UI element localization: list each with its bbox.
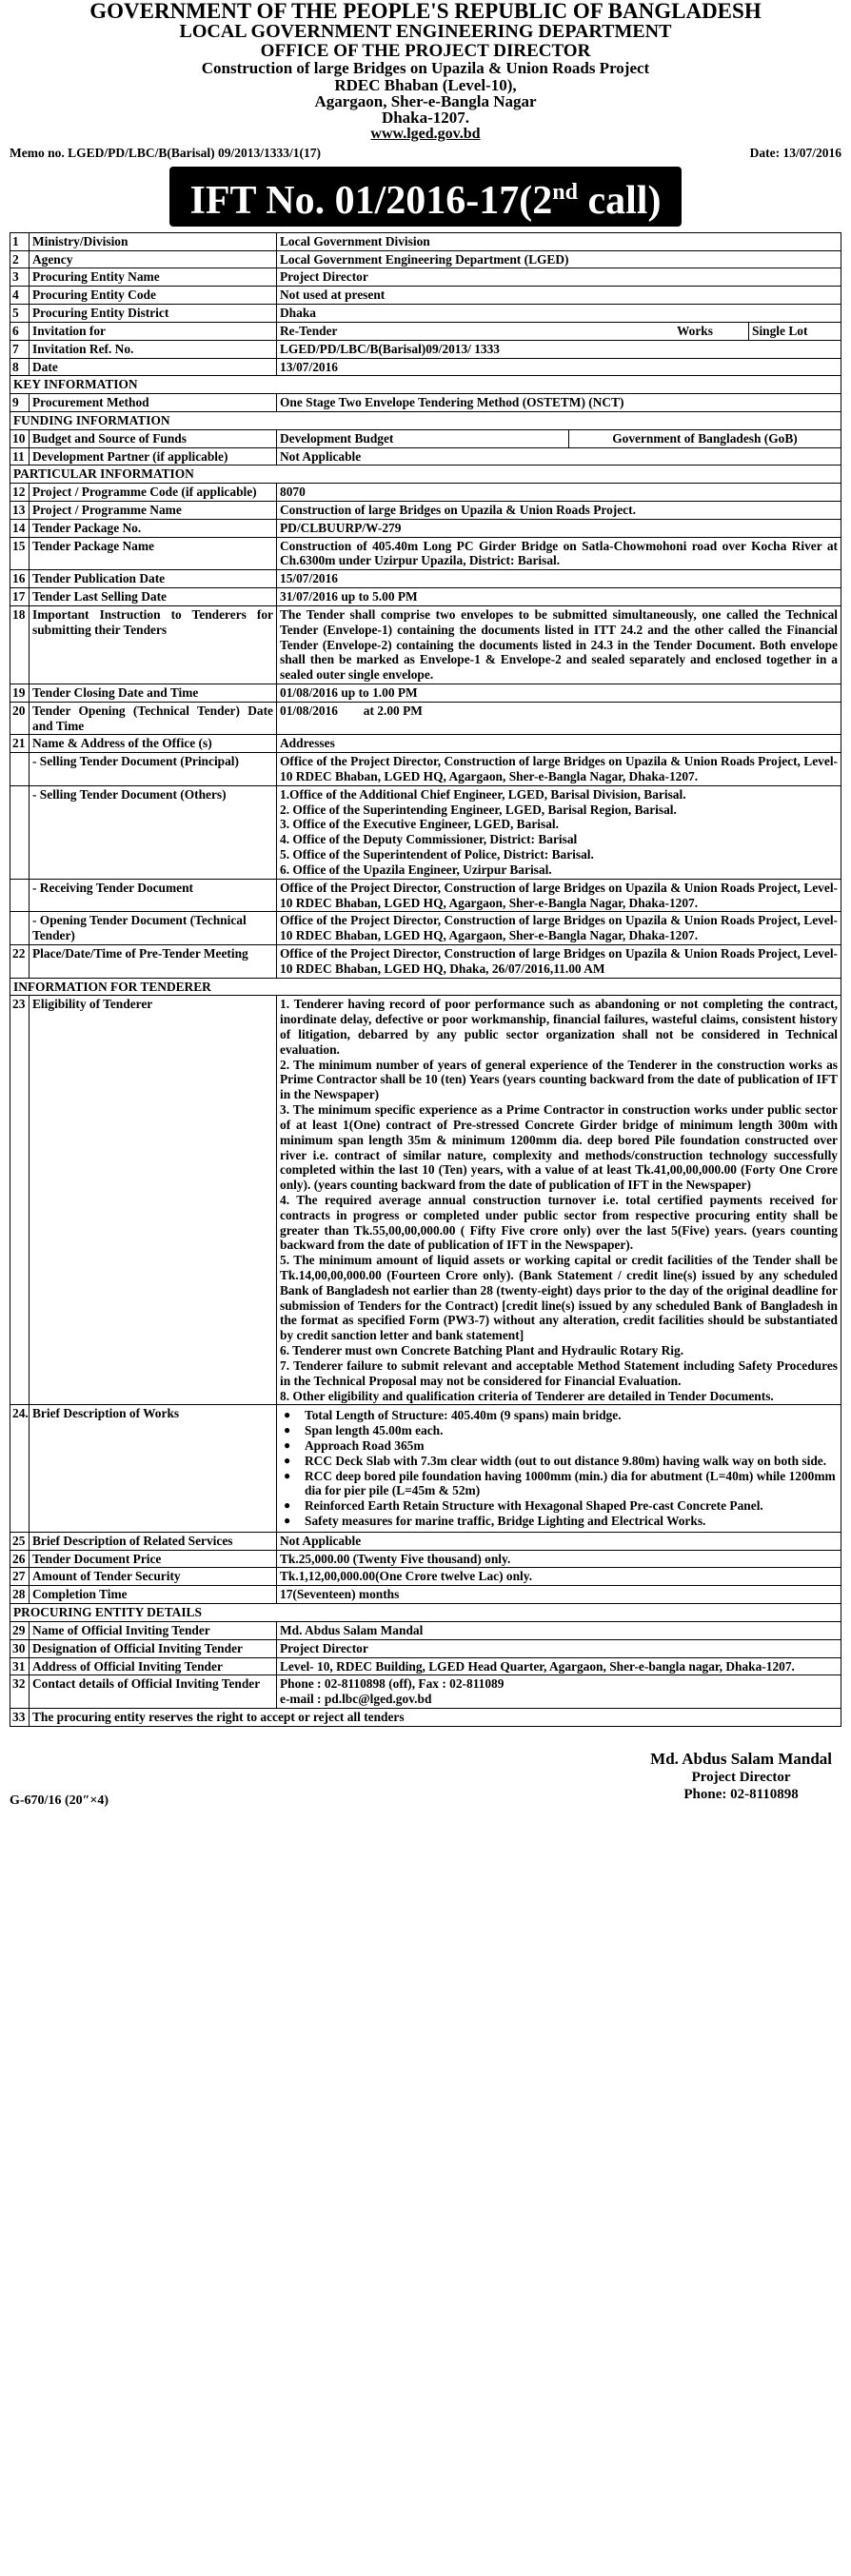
table-row: 22 Place/Date/Time of Pre-Tender Meeting Office of the Project Director, Construction of large Bridges on Upazila & Union Roads Project, Level-10 RDEC Bhaban, LGED HQ, Dhaka, 26/07/2016,11.00 AM: [10, 944, 841, 978]
list-item: 6. Office of the Upazila Engineer, Uzirpur Barisal.: [280, 862, 552, 877]
ift-banner: [169, 167, 683, 227]
table-row: - Receiving Tender Document Office of the Project Director, Construction of large Bridges on Upazila & Union Roads Project, Level-10 RDEC Bhaban, LGED HQ, Agargaon, Sher-e-Bangla Nagar, Dhaka-1207.: [10, 879, 841, 912]
list-item: 4. Office of the Deputy Commissioner, District: Barisal: [280, 832, 578, 847]
list-item: 1.Office of the Additional Chief Engineer, LGED, Barisal Division, Barisal.: [280, 786, 686, 802]
table-row: 10 Budget and Source of Funds Development Budget Government of Bangladesh (GoB): [10, 429, 841, 447]
table-row: 19 Tender Closing Date and Time 01/08/2016 up to 1.00 PM: [10, 684, 841, 702]
works-label: Works: [677, 323, 713, 338]
contact-phone: Phone : 02-8110898 (off), Fax : 02-811089: [280, 1676, 505, 1692]
table-row: 23 Eligibility of Tenderer 1. Tenderer having record of poor performance such as abandoning or not completing the contract, inordinate delay, defective or poor workmanship, financial failures, wasteful claims, consistent history of litigation, debarred by any public sector organization shall not be considered in Technical evaluation. 2. The minimum number of years of general experience of the Tenderer in the construction works as Prime Contractor shall be 10 (ten) Years (years counting backward from the date of publication of IFT in the Newspaper) 3. The minimum specific experience as a Prime Contractor in construction works under public sector of at least 1(One) contract of Pre-stressed Concrete Girder bridge of minimum length 300m with minimum span length 35m & minimum 1200mm dia. deep bored Pile foundation constructed over river i.e. contract of similar nature, complexity and methods/construction technology successfully completed within the last 10 (Ten) years, with a value of at least Tk.41,00,00,000.00 (Forty One Crore only). (years counting backward from the date of publication of IFT in the Newspaper) 4. The required average annual construction turnover i.e. total certified payments received for contracts in progress or completed under public sector from respective procuring entity shall be greater than Tk.55,00,00,000.00 ( Fifty Five crore only) over the last 5(Five) years. (years counting backward from the date of publication of IFT in the Newspaper). 5. The minimum amount of liquid assets or working capital or credit facilities of the Tender shall be Tk.14,00,00,000.00 (Fourteen Crore only). (Bank Statement / credit line(s) issued by any scheduled Bank of Bangladesh not earlier than 28 (twenty-eight) days prior to the day of the original deadline for submission of Tenders for the Contract) [credit line(s) issued by any scheduled Bank of Bangladesh in the format as specified Form (PW3-7) without any alteration, credit facilities should be substantiated by credit sanction letter and bank statement] 6. Tenderer must own Concrete Batching Plant and Hydraulic Rotary Rig. 7. Tenderer failure to submit relevant and acceptable Method Statement including Safety Procedures in the Technical Proposal may not be considered for Financial Evaluation. 8. Other eligibility and qualification criteria of Tenderer are detailed in Tender Documents.: [10, 996, 841, 1405]
table-row: 16 Tender Publication Date 15/07/2016: [10, 570, 841, 588]
list-item: 1. Tenderer having record of poor performance such as abandoning or not completing the contract, inordinate delay, defective or poor workmanship, financial failures, wasteful claims, consistent history of litigation, debarred by any public sector organization shall not be considered in Technical evaluation.: [280, 997, 838, 1057]
table-row: 26 Tender Document Price Tk.25,000.00 (Twenty Five thousand) only.: [10, 1550, 841, 1568]
ift-suffix: call): [577, 178, 662, 223]
signer-phone: Phone: 02-8110898: [683, 1787, 799, 1803]
selling-offices-list: [277, 785, 841, 879]
table-row: 3 Procuring Entity Name Project Director: [10, 268, 841, 287]
table-row: 2 Agency Local Government Engineering Department (LGED): [10, 250, 841, 268]
table-row: 24. Brief Description of Works ● Total Length of Structure: 405.40m (9 spans) main bridge. ● Span length 45.00m each. ● Approach Road 365m ● RCC Deck Slab with 7.3m clear width (out to out distance 9.80m) having walk way on both side. ● RCC deep bored pile foundation having 1000mm (min.) dia for abutment (L=40m) while 1200mm dia for pier pile (L=45m & 52m) ● Reinforced Earth Retain Structure with Hexagonal Shaped Pre-cast Concrete Panel. ● Safety measures for marine traffic, Bridge Lighting and Electrical Works.: [10, 1405, 841, 1533]
table-row: 20 Tender Opening (Technical Tender) Date and Time 01/08/2016 at 2.00 PM: [10, 702, 841, 735]
section-heading: PROCURING ENTITY DETAILS: [10, 1604, 841, 1622]
list-item: ● RCC deep bored pile foundation having 1000mm (min.) dia for abutment (L=40m) while 1200mm dia for pier pile (L=45m & 52m): [305, 1469, 838, 1499]
table-row: 7 Invitation Ref. No. LGED/PD/LBC/B(Barisal)09/2013/ 1333: [10, 340, 841, 358]
table-row: 11 Development Partner (if applicable) Not Applicable: [10, 447, 841, 466]
section-heading: KEY INFORMATION: [10, 376, 841, 394]
signer-name: Md. Abdus Salam Mandal: [650, 1749, 832, 1768]
list-item: ● Reinforced Earth Retain Structure with Hexagonal Shaped Pre-cast Concrete Panel.: [305, 1498, 838, 1514]
table-row: 32 Contact details of Official Inviting Tender Phone : 02-8110898 (off), Fax : 02-811089 e-mail : pd.lbc@lged.gov.bd: [10, 1675, 841, 1709]
letterhead: [10, 0, 841, 142]
office-title: OFFICE OF THE PROJECT DIRECTOR: [260, 40, 591, 61]
list-item: 4. The required average annual construction turnover i.e. total certified payments received for contracts in progress or completed under public sector from respective procuring entity shall be greater than Tk.55,00,00,000.00 ( Fifty Five crore only) over the last 5(Five) years. (years counting backward from the date of publication of IFT in the Newspaper).: [280, 1192, 838, 1253]
section-heading: FUNDING INFORMATION: [10, 411, 841, 429]
section-heading: INFORMATION FOR TENDERER: [10, 978, 841, 996]
works-description: [277, 1405, 841, 1533]
list-item: 8. Other eligibility and qualification criteria of Tenderer are detailed in Tender Documents.: [280, 1388, 774, 1403]
table-row: 25 Brief Description of Related Services Not Applicable: [10, 1532, 841, 1550]
signature-block: [650, 1750, 832, 1803]
print-code: G-670/16 (20″×4): [10, 1793, 109, 1808]
table-row: 21 Name & Address of the Office (s) Addresses: [10, 735, 841, 753]
memo-line: [10, 146, 841, 161]
budget-type: Development Budget: [280, 430, 394, 446]
table-row: 8 Date 13/07/2016: [10, 358, 841, 376]
department-title: LOCAL GOVERNMENT ENGINEERING DEPARTMENT: [179, 21, 672, 43]
tender-notice: [10, 0, 841, 1826]
list-item: ● Approach Road 365m: [305, 1438, 838, 1454]
list-item: ● Total Length of Structure: 405.40m (9 spans) main bridge.: [305, 1408, 838, 1423]
section-heading: PARTICULAR INFORMATION: [10, 466, 841, 484]
table-row: - Selling Tender Document (Others) 1.Office of the Additional Chief Engineer, LGED, Barisal Division, Barisal. 2. Office of the Superintending Engineer, LGED, Barisal Region, Barisal. 3. Office of the Executive Engineer, LGED, Barisal. 4. Office of the Deputy Commissioner, District: Barisal 5. Office of the Superintendent of Police, District: Barisal. 6. Office of the Upazila Engineer, Uzirpur Barisal.: [10, 785, 841, 879]
table-row: 12 Project / Programme Code (if applicable) 8070: [10, 484, 841, 502]
list-item: 3. Office of the Executive Engineer, LGED, Barisal.: [280, 817, 559, 832]
table-row: 15 Tender Package Name Construction of 405.40m Long PC Girder Bridge on Satla-Chowmohoni road over Kocha River at Ch.6300m under Uzirpur Upazila, District: Barisal.: [10, 537, 841, 570]
address-line-2: Agargaon, Sher-e-Bangla Nagar: [314, 91, 537, 110]
list-item: 6. Tenderer must own Concrete Batching Plant and Hydraulic Rotary Rig.: [280, 1343, 684, 1358]
table-row: - Opening Tender Document (Technical Tender) Office of the Project Director, Construction of large Bridges on Upazila & Union Roads Project, Level-10 RDEC Bhaban, LGED HQ, Agargaon, Sher-e-Bangla Nagar, Dhaka-1207.: [10, 912, 841, 945]
list-item: 2. Office of the Superintending Engineer, LGED, Barisal Region, Barisal.: [280, 802, 677, 817]
table-row: 1 Ministry/Division Local Government Division: [10, 232, 841, 250]
table-row: - Selling Tender Document (Principal) Office of the Project Director, Construction of large Bridges on Upazila & Union Roads Project, Level-10 RDEC Bhaban, LGED HQ, Agargaon, Sher-e-Bangla Nagar, Dhaka-1207.: [10, 753, 841, 786]
contact-email[interactable]: e-mail : pd.lbc@lged.gov.bd: [280, 1692, 432, 1707]
ift-title: IFT No. 01/2016-17(2: [189, 178, 553, 223]
table-row: 17 Tender Last Selling Date 31/07/2016 up to 5.00 PM: [10, 588, 841, 606]
signer-title: Project Director: [691, 1770, 791, 1786]
list-item: ● Safety measures for marine traffic, Bridge Lighting and Electrical Works.: [305, 1514, 838, 1529]
table-row: 18 Important Instruction to Tenderers for submitting their Tenders The Tender shall comprise two envelopes to be submitted simultaneously, one called the Technical Tender (Envelope-1) containing the documents listed in ITT 24.2 and the other called the Financial Tender (Envelope-2) containing the documents listed in 24.3 in the Tender Document. Both envelope shall then be marked as Envelope-1 & Envelope-2 and sealed separately and enclosed together in a sealed outer single envelope.: [10, 605, 841, 684]
table-row: 13 Project / Programme Name Construction of large Bridges on Upazila & Union Roads Project.: [10, 502, 841, 520]
memo-number: Memo no. LGED/PD/LBC/B(Barisal) 09/2013/1333/1(17): [10, 145, 321, 160]
list-item: ● RCC Deck Slab with 7.3m clear width (out to out distance 9.80m) having walk way on both side.: [305, 1454, 838, 1469]
list-item: 7. Tenderer failure to submit relevant and acceptable Method Statement including Safety Procedures in the Technical Proposal may not be considered for Financial Evaluation.: [280, 1357, 838, 1388]
table-row: 9 Procurement Method One Stage Two Envelope Tendering Method (OSTETM) (NCT): [10, 394, 841, 412]
tender-table: [10, 232, 841, 1727]
table-row: 28 Completion Time 17(Seventeen) months: [10, 1586, 841, 1604]
table-row: 31 Address of Official Inviting Tender Level- 10, RDEC Building, LGED Head Quarter, Agargaon, Sher-e-bangla nagar, Dhaka-1207.: [10, 1657, 841, 1675]
table-row: 6 Invitation for Re-Tender Works Single Lot: [10, 322, 841, 340]
invitation-type: Re-Tender: [280, 323, 338, 338]
list-item: 2. The minimum number of years of general experience of the Tenderer in the construction works as Prime Contractor shall be 10 (ten) Years (years counting backward from the date of publication of IFT in the Newspaper): [280, 1057, 838, 1102]
government-title: GOVERNMENT OF THE PEOPLE'S REPUBLIC OF BANGLADESH: [89, 0, 762, 23]
table-row: 5 Procuring Entity District Dhaka: [10, 305, 841, 323]
table-row: 30 Designation of Official Inviting Tender Project Director: [10, 1639, 841, 1657]
list-item: 3. The minimum specific experience as a Prime Contractor in construction works under public sector of at least 1(One) contract of Pre-stressed Concrete Girder bridge of minimum length 300m with minimum span length 35m & minimum 1200mm dia. deep bored Pile foundation constructed over river i.e. contract of similar nature, complexity and methods/construction technology successfully completed within the last 10 (Ten) years, with a value of at least Tk.41,00,00,000.00 (Forty One Crore only). (years counting backward from the date of publication of IFT in the Newspaper): [280, 1102, 838, 1193]
ift-superscript: nd: [552, 179, 578, 205]
address-line-3: Dhaka-1207.: [381, 109, 470, 128]
project-title: Construction of large Bridges on Upazila & Union Roads Project: [201, 59, 650, 78]
table-row: 29 Name of Official Inviting Tender Md. Abdus Salam Mandal: [10, 1621, 841, 1639]
table-row: 27 Amount of Tender Security Tk.1,12,00,000.00(One Crore twelve Lac) only.: [10, 1568, 841, 1586]
footer: [10, 1750, 841, 1826]
address-line-1: RDEC Bhaban (Level-10),: [334, 75, 517, 94]
fund-source: Government of Bangladesh (GoB): [568, 430, 841, 447]
list-item: ● Span length 45.00m each.: [305, 1423, 838, 1438]
list-item: 5. Office of the Superintendent of Police, District: Barisal.: [280, 847, 594, 862]
memo-date: Date: 13/07/2016: [749, 145, 841, 160]
lot-label: Single Lot: [748, 323, 841, 340]
website-link[interactable]: www.lged.gov.bd: [370, 125, 481, 142]
table-row: 4 Procuring Entity Code Not used at present: [10, 287, 841, 305]
table-row: 33 The procuring entity reserves the right to accept or reject all tenders: [10, 1708, 841, 1726]
eligibility-list: [277, 996, 841, 1405]
list-item: 5. The minimum amount of liquid assets or working capital or credit facilities of the Tender shall be Tk.14,00,00,000.00 (Fourteen Crore only). (Bank Statement / credit line(s) issued by any scheduled Bank of Bangladesh not earlier than 28 (twenty-eight) days prior to the day of the original deadline for submission of Tenders for the Contract) [credit line(s) issued by any scheduled Bank of Bangladesh in the format as specified Form (PW3-7) without any alteration, credit facilities should be substantiated by credit sanction letter and bank statement]: [280, 1253, 838, 1343]
table-row: 14 Tender Package No. PD/CLBUURP/W-279: [10, 519, 841, 537]
